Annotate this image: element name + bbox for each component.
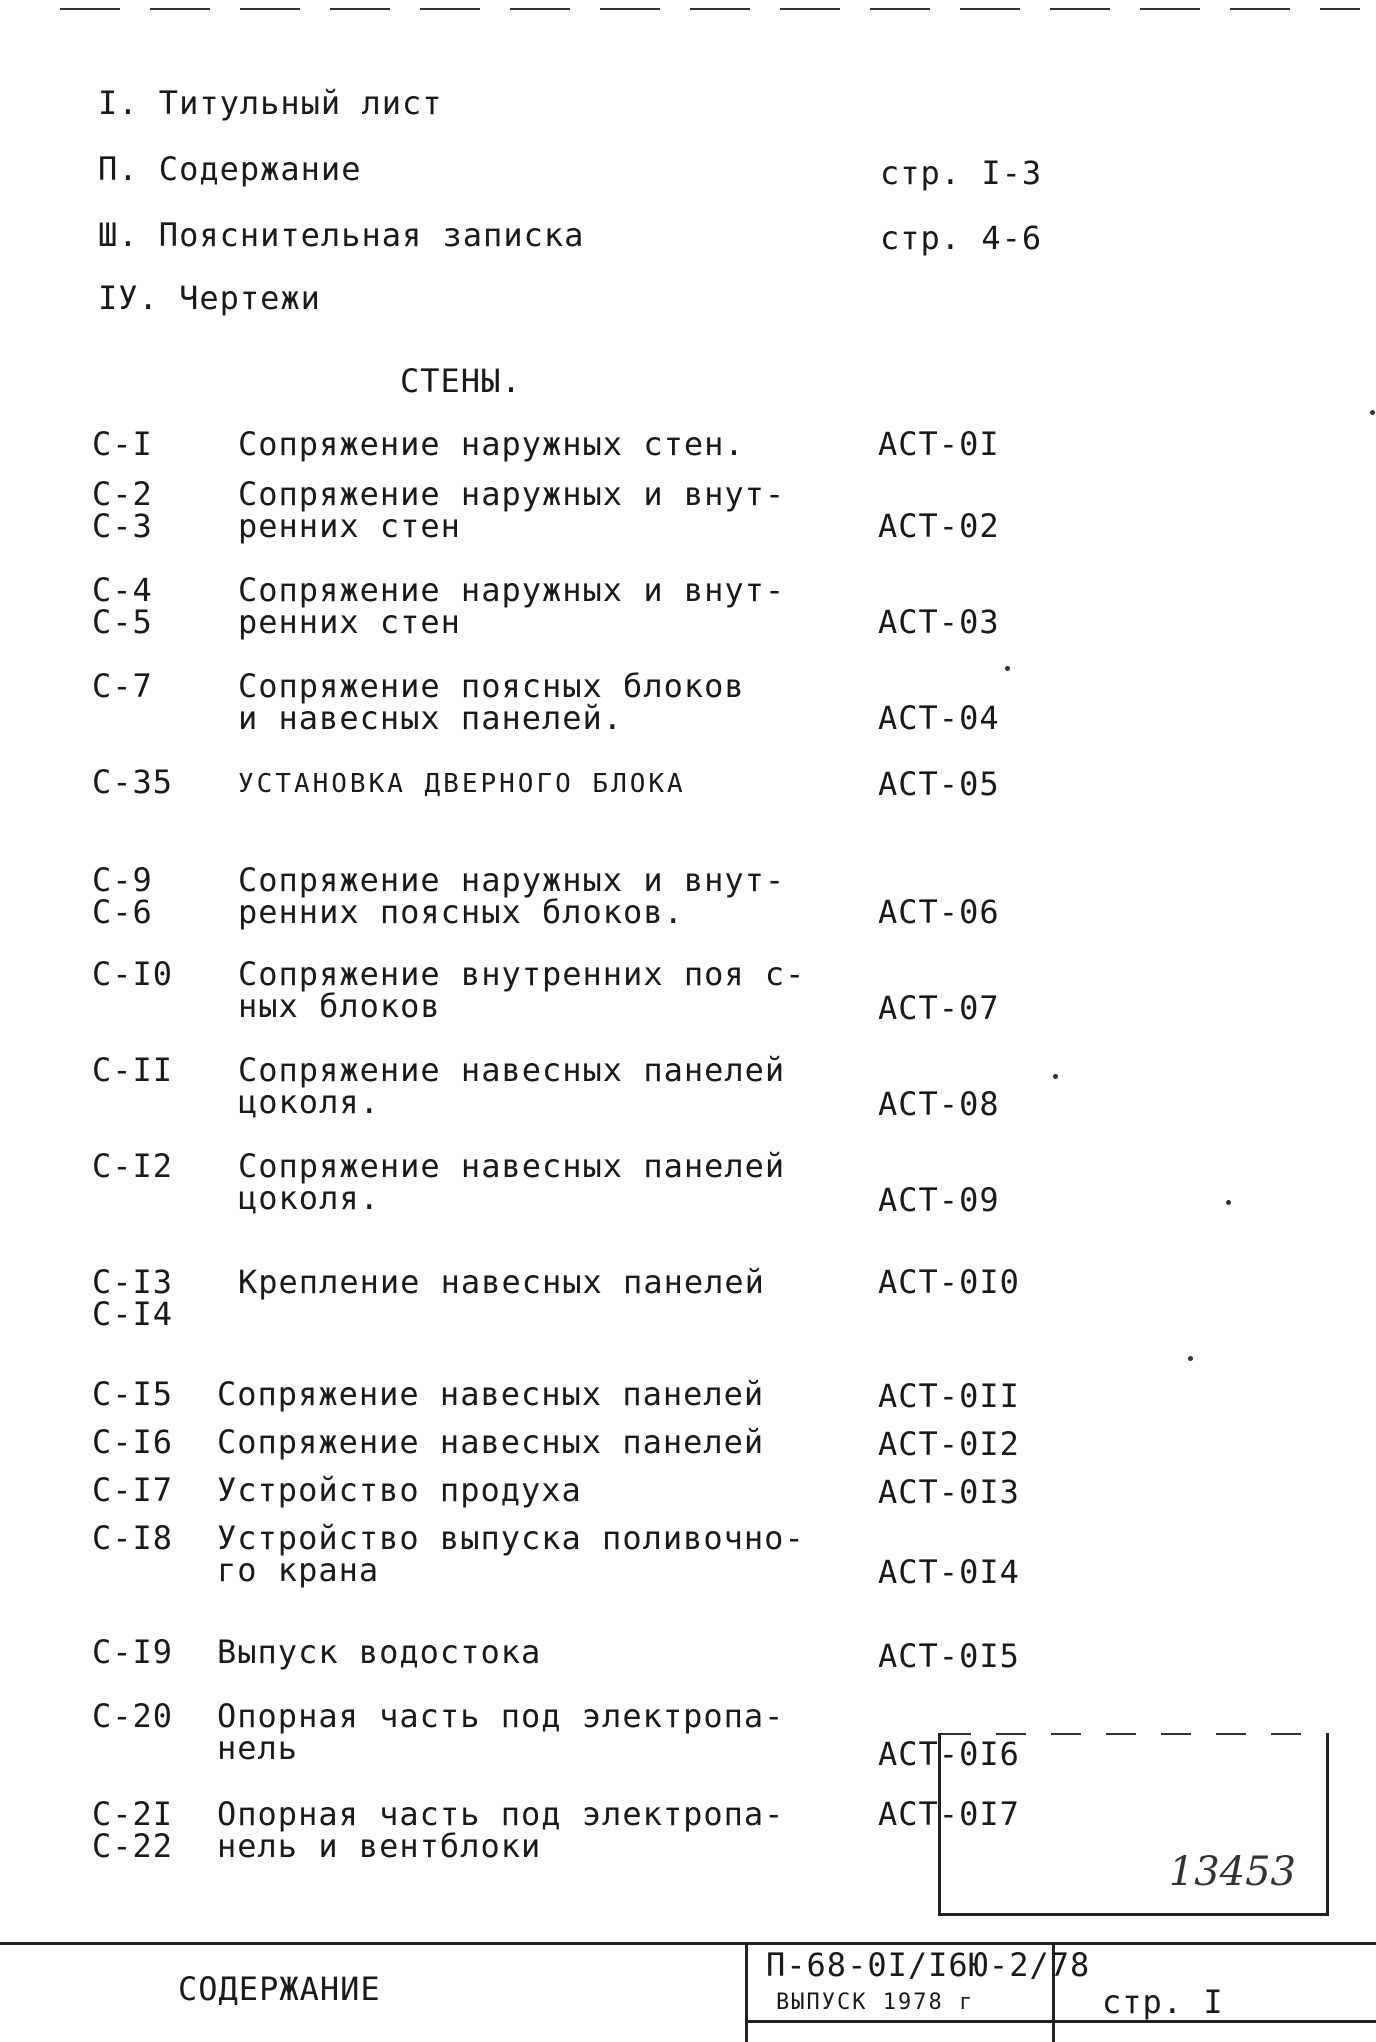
row-description: Сопряжение навесных панелей <box>217 1423 765 1461</box>
row-sheet: АСТ-0I5 <box>878 1637 1020 1675</box>
row-sheet: АСТ-06 <box>878 893 1000 931</box>
row-sheet: АСТ-0I <box>878 425 1000 463</box>
speck <box>1226 1200 1231 1205</box>
document-issue: ВЫПУСК 1978 г <box>776 1990 975 2015</box>
toc-num: I. <box>98 84 139 122</box>
stamp-number: 13453 <box>1168 1849 1296 1895</box>
row-code: С-I5 <box>92 1375 174 1413</box>
row-code: С-I <box>92 425 153 463</box>
row-description: Сопряжение наружных и внут- ренних стен <box>238 571 786 641</box>
title-block-row-divider <box>745 2020 1376 2023</box>
row-description: Крепление навесных панелей <box>238 1263 765 1301</box>
row-description: УСТАНОВКА ДВЕРНОГО БЛОКА <box>238 769 686 799</box>
row-sheet: АСТ-0II <box>878 1377 1020 1415</box>
row-code: С-I8 <box>92 1519 174 1557</box>
toc-item-drawings <box>98 279 321 317</box>
inventory-stamp <box>938 1733 1329 1916</box>
toc-num: Ш. <box>98 216 139 254</box>
row-description: Сопряжение наружных и внут- ренних стен <box>238 475 786 545</box>
row-code: С-7 <box>92 667 153 705</box>
row-description: Опорная часть под электропа- нель и вентблоки <box>217 1795 785 1865</box>
row-code: С-I2 <box>92 1147 174 1185</box>
row-description: Устройство продуха <box>217 1471 582 1509</box>
toc-title: Титульный лист <box>158 84 443 122</box>
toc-title: Чертежи <box>179 279 321 317</box>
row-description: Сопряжение внутренних поя с- ных блоков <box>238 955 806 1025</box>
row-description: Устройство выпуска поливочно- го крана <box>217 1519 805 1589</box>
row-description: Сопряжение наружных стен. <box>238 425 745 463</box>
row-sheet: АСТ-05 <box>878 765 1000 803</box>
row-sheet: АСТ-0I0 <box>878 1263 1020 1301</box>
row-sheet: АСТ-07 <box>878 989 1000 1027</box>
speck <box>1005 666 1010 671</box>
toc-pages-contents: стр. I-3 <box>880 154 1043 192</box>
row-description: Выпуск водостока <box>217 1633 542 1671</box>
toc-title: Содержание <box>158 150 362 188</box>
toc-num: П. <box>98 150 139 188</box>
row-sheet: АСТ-0I7 <box>878 1795 1020 1833</box>
stamp-top-dash <box>941 1733 1326 1735</box>
row-sheet: АСТ-0I3 <box>878 1473 1020 1511</box>
row-sheet: АСТ-0I4 <box>878 1553 1020 1591</box>
toc-item-explanatory-note <box>98 216 584 254</box>
row-code: С-9 С-6 <box>92 861 153 931</box>
row-code: С-I9 <box>92 1633 174 1671</box>
document-code: П-68-0I/I6Ю-2/78 <box>766 1946 1091 1984</box>
row-sheet: АСТ-04 <box>878 699 1000 737</box>
row-code: С-I0 <box>92 955 174 993</box>
row-description: Опорная часть под электропа- нель <box>217 1697 785 1767</box>
page-number: стр. I <box>1102 1983 1224 2021</box>
row-code: С-I3 С-I4 <box>92 1263 174 1333</box>
row-sheet: АСТ-08 <box>878 1085 1000 1123</box>
row-code: С-35 <box>92 763 174 801</box>
section-heading: СТЕНЫ. <box>400 362 522 400</box>
row-description: Сопряжение навесных панелей цоколя. <box>238 1147 786 1217</box>
toc-pages-explanatory-note: стр. 4-6 <box>880 219 1043 257</box>
row-code: С-2I С-22 <box>92 1795 174 1865</box>
row-description: Сопряжение навесных панелей цоколя. <box>238 1051 786 1121</box>
row-description: Сопряжение поясных блоков и навесных панелей. <box>238 667 745 737</box>
toc-item-title-page <box>98 84 443 122</box>
row-code: С-II <box>92 1051 174 1089</box>
row-code: С-2 С-3 <box>92 475 153 545</box>
toc-item-contents <box>98 150 361 188</box>
toc-num: IУ. <box>98 279 159 317</box>
top-rule <box>60 8 1360 10</box>
toc-title: Пояснительная записка <box>158 216 585 254</box>
speck <box>1370 410 1375 415</box>
row-sheet: АСТ-02 <box>878 507 1000 545</box>
speck <box>1188 1356 1193 1361</box>
row-sheet: АСТ-09 <box>878 1181 1000 1219</box>
document-title: СОДЕРЖАНИЕ <box>178 1970 381 2008</box>
row-sheet: АСТ-0I6 <box>878 1735 1020 1773</box>
row-sheet: АСТ-03 <box>878 603 1000 641</box>
row-code: С-20 <box>92 1697 174 1735</box>
speck <box>1053 1074 1058 1079</box>
row-code: С-4 С-5 <box>92 571 153 641</box>
row-description: Сопряжение навесных панелей <box>217 1375 765 1413</box>
row-code: С-I7 <box>92 1471 174 1509</box>
row-description: Сопряжение наружных и внут- ренних поясных блоков. <box>238 861 786 931</box>
row-code: С-I6 <box>92 1423 174 1461</box>
row-sheet: АСТ-0I2 <box>878 1425 1020 1463</box>
